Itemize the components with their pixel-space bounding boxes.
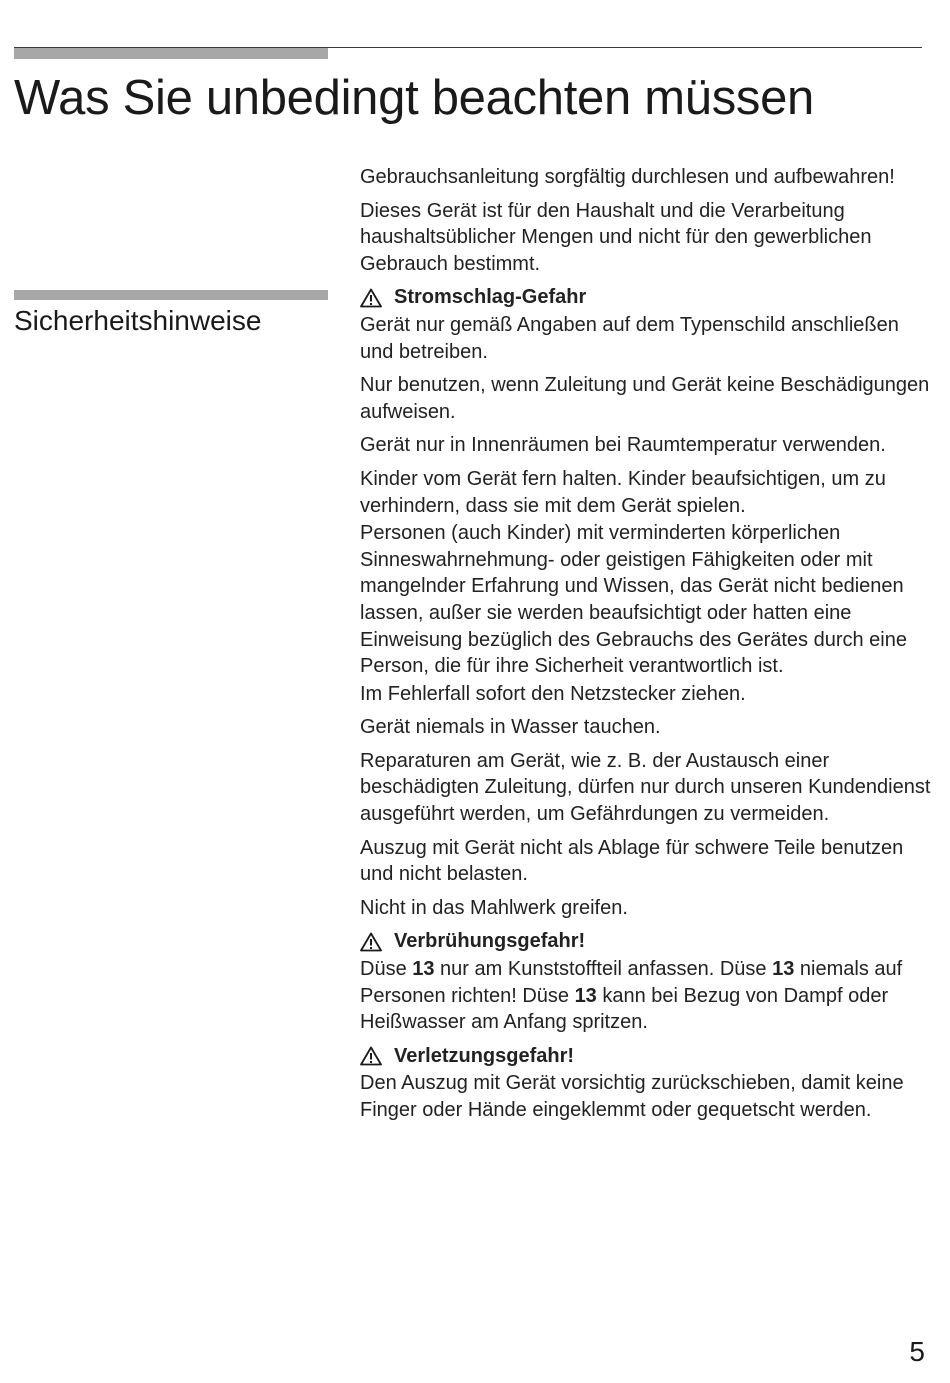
safety-paragraph: Im Fehlerfall sofort den Netzstecker ziehen. (360, 682, 746, 705)
part-reference-13: 13 (574, 984, 597, 1007)
electric-warning-heading (360, 284, 935, 311)
safety-paragraph: Auszug mit Gerät nicht als Ablage für schwere Teile benutzen und nicht belasten. (360, 836, 904, 886)
text-run: nur am Kunststoffteil anfassen. Düse (434, 958, 773, 981)
injury-paragraph: Den Auszug mit Gerät vorsichtig zurückschieben, damit keine Finger oder Hände eingeklemmt oder gequetscht werden. (360, 1072, 904, 1121)
intro-paragraph: Gebrauchsanleitung sorgfältig durchlesen und aufbewahren! (360, 166, 895, 188)
scald-warning-title: Verbrühungsgefahr! (394, 930, 586, 953)
part-reference-13: 13 (772, 958, 795, 981)
main-content (360, 164, 935, 1131)
safety-paragraph: Nur benutzen, wenn Zuleitung und Gerät keine Beschädigungen aufweisen. (360, 374, 930, 423)
scald-warning-heading (360, 928, 935, 955)
safety-paragraph: Nicht in das Mahlwerk greifen. (360, 896, 628, 919)
injury-warning-title: Verletzungsgefahr! (394, 1044, 575, 1067)
part-reference-13: 13 (412, 958, 435, 981)
safety-paragraph: Reparaturen am Gerät, wie z. B. der Austausch einer beschädigten Zuleitung, dürfen nur durch unseren Kundendienst ausgeführt werden, um Gefährdungen zu vermeiden. (360, 749, 931, 826)
safety-paragraph: Gerät nur in Innenräumen bei Raumtemperatur verwenden. (360, 434, 886, 457)
warning-triangle-icon (360, 288, 382, 308)
injury-warning-heading (360, 1043, 935, 1070)
electric-warning-title: Stromschlag-Gefahr (394, 286, 587, 309)
warning-triangle-icon (360, 932, 382, 952)
safety-paragraph: Personen (auch Kinder) mit verminderten körperlichen Sinneswahrnehmung- oder geistigen Fähigkeiten oder mit mangelnder Erfahrung und Wissen, das Gerät nicht bedienen lassen, außer sie werden beaufsichtigt oder hatten eine Einweisung bezüglich des Gebrauchs des Gerätes durch eine Person, die für ihre Sicherheit verantwortlich ist. (360, 522, 907, 678)
page-number: 5 (909, 1336, 925, 1367)
safety-paragraph: Kinder vom Gerät fern halten. Kinder beaufsichtigen, um zu verhindern, dass sie mit dem Gerät spielen. (360, 467, 886, 517)
text-run: kann bei Bezug von Dampf oder Heißwasser am Anfang spritzen. (360, 984, 889, 1034)
section-title: Sicherheitshinweise (14, 305, 262, 336)
section-rule (14, 290, 328, 300)
header-rule-thick (14, 48, 328, 59)
scald-paragraph (360, 956, 935, 1036)
text-run: niemals auf Personen richten! Düse (360, 958, 903, 1007)
text-run: Düse (360, 958, 413, 981)
intro-paragraph: Dieses Gerät ist für den Haushalt und die Verarbeitung haushaltsüblicher Mengen und nicht für den gewerblichen Gebrauch bestimmt. (360, 199, 872, 275)
warning-triangle-icon (360, 1046, 382, 1066)
safety-paragraph: Gerät nur gemäß Angaben auf dem Typenschild anschließen und betreiben. (360, 313, 899, 363)
safety-paragraph: Gerät niemals in Wasser tauchen. (360, 716, 661, 739)
page-title: Was Sie unbedingt beachten müssen (14, 71, 815, 125)
